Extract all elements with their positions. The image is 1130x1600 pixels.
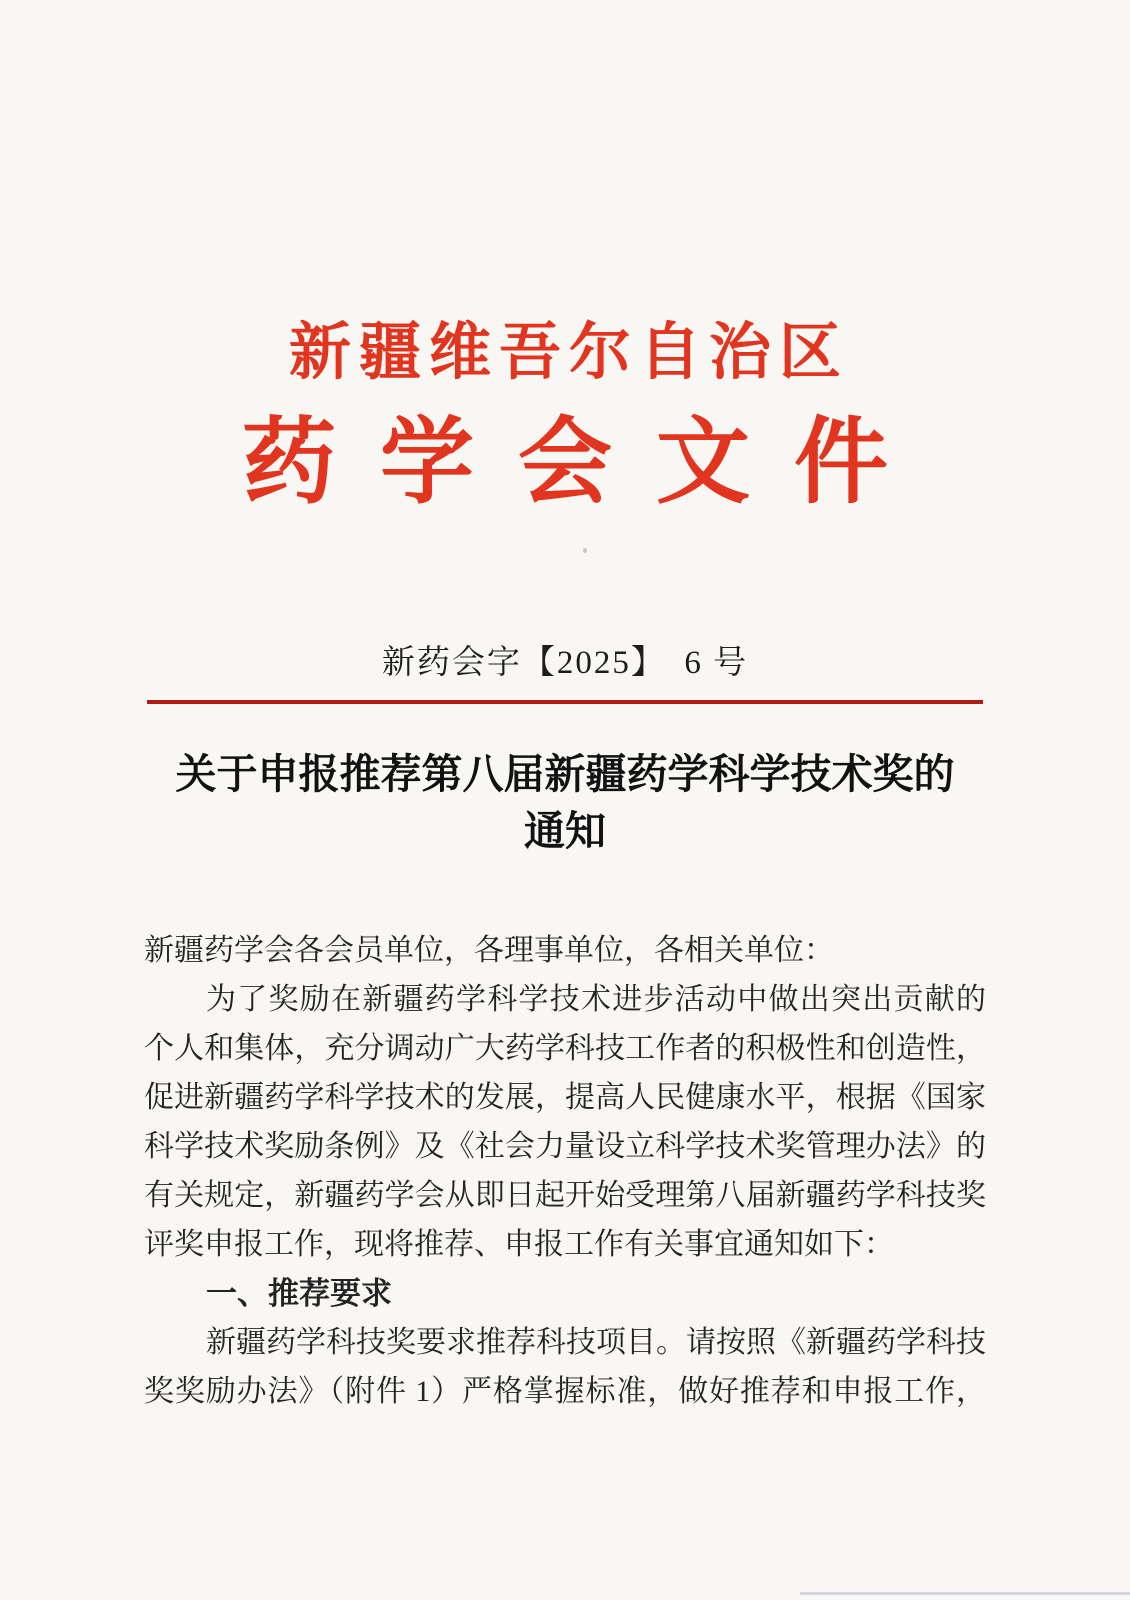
body-line: 个人和集体，充分调动广大药学科技工作者的积极性和创造性， <box>144 1032 986 1065</box>
body-line: 促进新疆药学科学技术的发展，提高人民健康水平，根据《国家 <box>144 1081 986 1114</box>
salutation-line: 新疆药学会各会员单位，各理事单位，各相关单位： <box>144 934 834 967</box>
document-body <box>144 926 986 1416</box>
org-name-line-1: 新疆维吾尔自治区 <box>288 319 849 387</box>
document-title <box>105 746 1025 860</box>
body-line: 科学技术奖励条例》及《社会力量设立科学技术奖管理办法》的 <box>144 1130 986 1163</box>
ink-speck <box>583 548 587 553</box>
section-heading: 一、推荐要求 <box>206 1276 392 1311</box>
doc-number: 新药会字【2025】 6 号 <box>381 645 749 681</box>
body-line: 评奖申报工作，现将推荐、申报工作有关事宜通知如下： <box>144 1228 894 1261</box>
body-line: 有关规定，新疆药学会从即日起开始受理第八届新疆药学科技奖 <box>144 1179 986 1212</box>
title-line-2: 通知 <box>524 808 606 854</box>
document-letterhead <box>0 0 1130 514</box>
body-line: 新疆药学科技奖要求推荐科技项目。请按照《新疆药学科技 <box>206 1326 986 1359</box>
body-line: 奖奖励办法》（附件 1）严格掌握标准，做好推荐和申报工作， <box>144 1375 986 1408</box>
body-line: 为了奖励在新疆药学科学技术进步活动中做出突出贡献的 <box>206 983 986 1016</box>
org-name-line-2: 药学会文件 <box>241 411 932 515</box>
title-line-1: 关于申报推荐第八届新疆药学科学技术奖的 <box>175 751 955 797</box>
red-divider <box>147 700 983 704</box>
page-edge-shadow <box>800 1592 1130 1595</box>
